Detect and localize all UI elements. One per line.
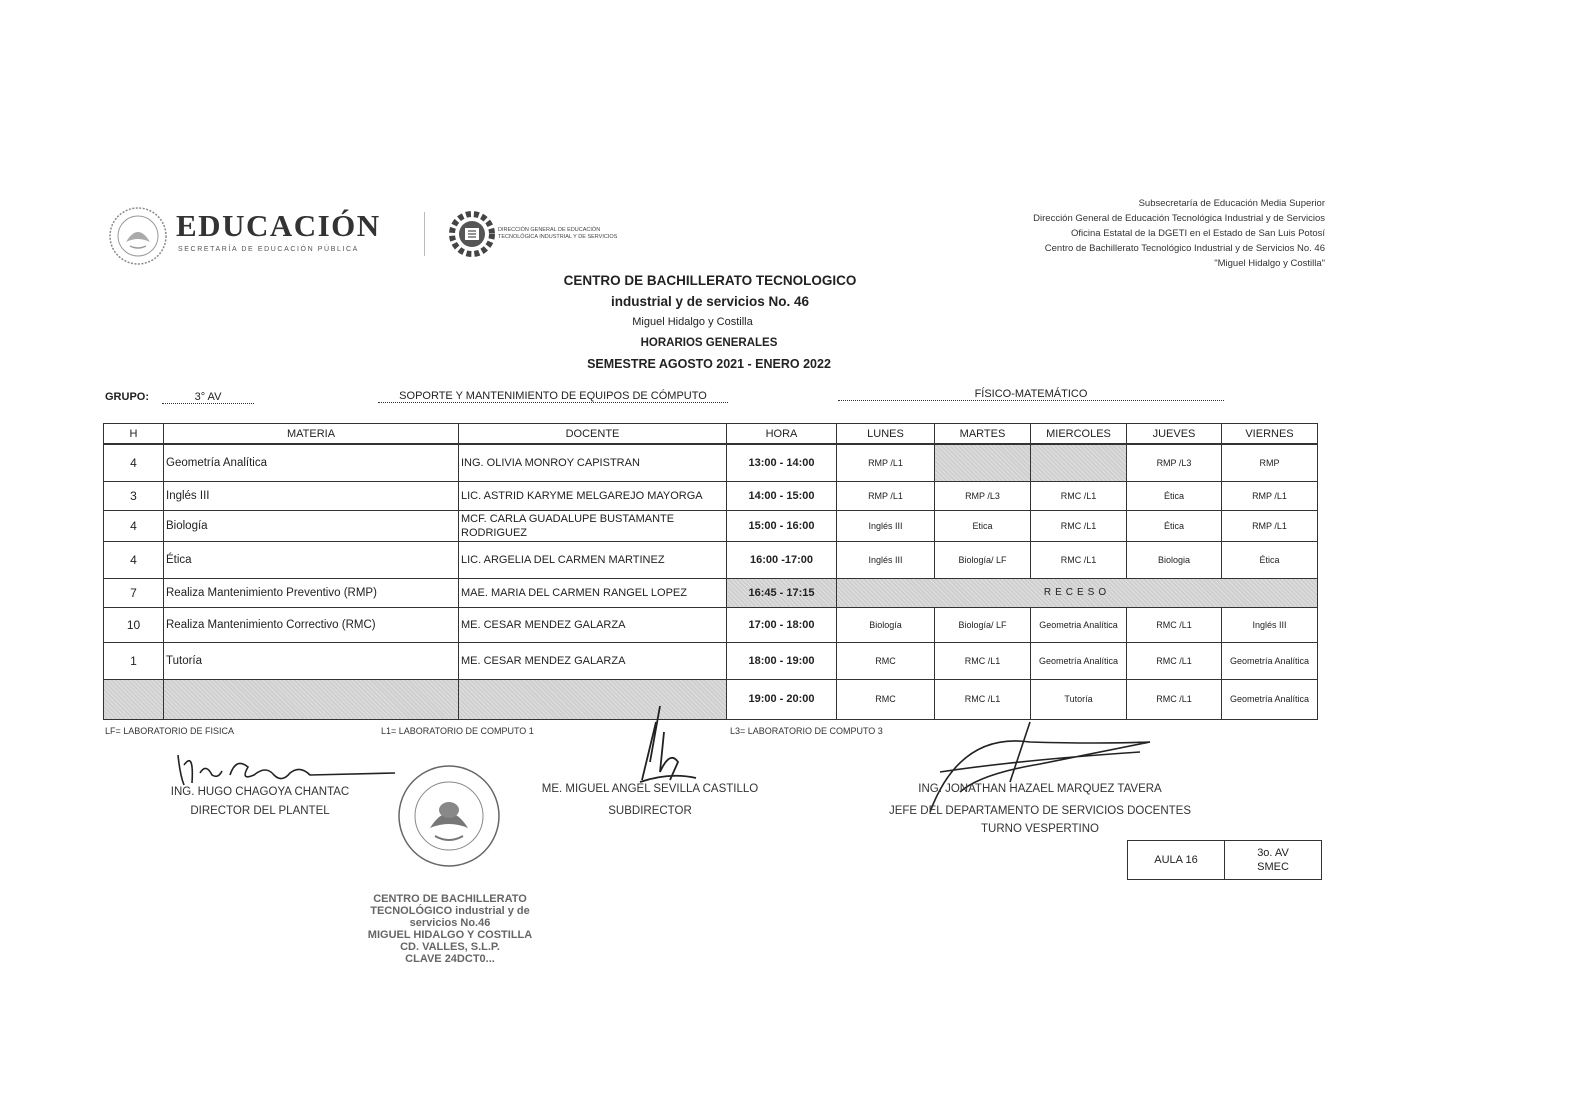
stamp-line: CLAVE 24DCT0... — [405, 953, 495, 965]
day-cell-martes: Biología/ LF — [935, 607, 1031, 642]
day-cell-lunes: RMP /L1 — [837, 444, 935, 481]
day-cell-jueves: Biologia — [1127, 541, 1222, 578]
table-row — [104, 541, 1318, 578]
subject-cell: Inglés III — [164, 481, 459, 510]
institution-header — [1033, 196, 1325, 271]
sep-logo-subtitle: SECRETARÍA DE EDUCACIÓN PÚBLICA — [178, 246, 359, 253]
hours-cell: 4 — [104, 510, 164, 541]
hours-cell: 7 — [104, 578, 164, 607]
stamp-line: MIGUEL HIDALGO Y COSTILLA — [367, 929, 533, 941]
jefe-name: ING. JONATHAN HAZAEL MARQUEZ TAVERA — [918, 783, 1162, 795]
day-cell-viernes: RMP /L1 — [1222, 510, 1318, 541]
hours-cell: 4 — [104, 444, 164, 481]
teacher-cell: MAE. MARIA DEL CARMEN RANGEL LOPEZ — [459, 578, 727, 607]
day-cell-martes — [935, 444, 1031, 481]
legend-lf: LF= LABORATORIO DE FISICA — [105, 726, 234, 736]
jefe-role: JEFE DEL DEPARTAMENTO DE SERVICIOS DOCENTES — [888, 805, 1192, 817]
jefe-shift: TURNO VESPERTINO — [981, 823, 1099, 835]
classroom-group-line: SMEC — [1257, 861, 1289, 873]
column-header: HORA — [727, 424, 837, 445]
table-row — [104, 444, 1318, 481]
group-label: GRUPO: — [105, 391, 149, 403]
time-cell: 14:00 - 15:00 — [727, 481, 837, 510]
day-cell-lunes: RMP /L1 — [837, 481, 935, 510]
subdirector-role: SUBDIRECTOR — [608, 805, 692, 817]
day-cell-viernes: Inglés III — [1222, 607, 1318, 642]
column-header: MIERCOLES — [1031, 424, 1127, 445]
subject-cell — [164, 679, 459, 719]
header-line: Subsecretaría de Educación Media Superior — [1138, 198, 1325, 209]
table-row — [104, 481, 1318, 510]
dgeti-gear-logo — [447, 206, 497, 262]
day-cell-miercoles: RMC /L1 — [1031, 510, 1127, 541]
column-header: MARTES — [935, 424, 1031, 445]
teacher-cell: LIC. ARGELIA DEL CARMEN MARTINEZ — [459, 541, 727, 578]
semester-title: SEMESTRE AGOSTO 2021 - ENERO 2022 — [587, 357, 831, 371]
day-cell-jueves: RMC /L1 — [1127, 642, 1222, 679]
day-cell-viernes: RMP — [1222, 444, 1318, 481]
mexico-seal-logo — [108, 206, 168, 266]
official-seal-stamp — [390, 758, 508, 870]
time-cell: 19:00 - 20:00 — [727, 679, 837, 719]
day-cell-lunes: Inglés III — [837, 510, 935, 541]
subject-cell: Tutoría — [164, 642, 459, 679]
subject-cell: Biología — [164, 510, 459, 541]
teacher-cell: MCF. CARLA GUADALUPE BUSTAMANTE RODRIGUEZ — [459, 510, 727, 541]
teacher-cell: ME. CESAR MENDEZ GALARZA — [459, 642, 727, 679]
recess-cell: RECESO — [837, 578, 1318, 607]
day-cell-martes: RMC /L1 — [935, 679, 1031, 719]
header-line: Oficina Estatal de la DGETI en el Estado de San Luis Potosí — [1071, 228, 1325, 239]
subject-cell: Realiza Mantenimiento Correctivo (RMC) — [164, 607, 459, 642]
teacher-cell: ING. OLIVIA MONROY CAPISTRAN — [459, 444, 727, 481]
logo-divider — [424, 212, 425, 256]
subdirector-name: ME. MIGUEL ANGEL SEVILLA CASTILLO — [541, 783, 759, 795]
stamp-line: servicios No.46 — [409, 917, 491, 929]
day-cell-miercoles: RMC /L1 — [1031, 541, 1127, 578]
school-name: Miguel Hidalgo y Costilla — [632, 316, 753, 328]
subdirector-signature — [620, 702, 700, 790]
area-name: FÍSICO-MATEMÁTICO — [838, 388, 1224, 401]
day-cell-jueves: RMC /L1 — [1127, 607, 1222, 642]
day-cell-miercoles — [1031, 444, 1127, 481]
column-header: JUEVES — [1127, 424, 1222, 445]
day-cell-miercoles: Geometria Analítica — [1031, 607, 1127, 642]
stamp-line: TECNOLÓGICO industrial y de — [370, 905, 530, 917]
classroom-group-line: 3o. AV — [1257, 847, 1289, 859]
day-cell-miercoles: Geometría Analítica — [1031, 642, 1127, 679]
column-header: LUNES — [837, 424, 935, 445]
day-cell-lunes: Inglés III — [837, 541, 935, 578]
school-stamp — [350, 893, 550, 965]
header-line: Centro de Bachillerato Tecnológico Industrial y de Servicios No. 46 — [1044, 243, 1325, 254]
day-cell-martes: RMC /L1 — [935, 642, 1031, 679]
subject-cell: Realiza Mantenimiento Preventivo (RMP) — [164, 578, 459, 607]
day-cell-lunes: Biología — [837, 607, 935, 642]
group-value: 3° AV — [162, 391, 254, 404]
legend-l1: L1= LABORATORIO DE COMPUTO 1 — [381, 726, 534, 736]
column-header: H — [104, 424, 164, 445]
stamp-line: CENTRO DE BACHILLERATO — [373, 893, 527, 905]
header-line: "Miguel Hidalgo y Costilla" — [1214, 258, 1325, 269]
schedule-table — [103, 423, 1318, 720]
stamp-line: CD. VALLES, S.L.P. — [400, 941, 500, 953]
classroom-box — [1127, 840, 1322, 880]
legend-l3: L3= LABORATORIO DE COMPUTO 3 — [730, 726, 883, 736]
day-cell-martes: Biología/ LF — [935, 541, 1031, 578]
day-cell-jueves: RMP /L3 — [1127, 444, 1222, 481]
director-role: DIRECTOR DEL PLANTEL — [190, 805, 330, 817]
day-cell-jueves: RMC /L1 — [1127, 679, 1222, 719]
day-cell-viernes: Geometría Analítica — [1222, 642, 1318, 679]
table-row — [104, 578, 1318, 607]
document-title: HORARIOS GENERALES — [640, 337, 778, 349]
day-cell-martes: RMP /L3 — [935, 481, 1031, 510]
educacion-logo-text: EDUCACIÓN — [176, 208, 381, 243]
day-cell-lunes: RMC — [837, 679, 935, 719]
subject-cell: Geometría Analítica — [164, 444, 459, 481]
day-cell-viernes: RMP /L1 — [1222, 481, 1318, 510]
time-cell: 17:00 - 18:00 — [727, 607, 837, 642]
teacher-cell: ME. CESAR MENDEZ GALARZA — [459, 607, 727, 642]
table-row — [104, 607, 1318, 642]
hours-cell: 3 — [104, 481, 164, 510]
day-cell-viernes: Ética — [1222, 541, 1318, 578]
day-cell-lunes: RMC — [837, 642, 935, 679]
teacher-cell: LIC. ASTRID KARYME MELGAREJO MAYORGA — [459, 481, 727, 510]
column-header: MATERIA — [164, 424, 459, 445]
classroom-group — [1225, 841, 1322, 880]
table-row — [104, 642, 1318, 679]
classroom-number: AULA 16 — [1128, 841, 1225, 880]
table-header-row — [104, 424, 1318, 445]
subject-cell: Ética — [164, 541, 459, 578]
dgeti-logo-text: DIRECCIÓN GENERAL DE EDUCACIÓN TECNOLÓGICA INDUSTRIAL Y DE SERVICIOS — [498, 227, 618, 240]
hours-cell: 4 — [104, 541, 164, 578]
school-title: CENTRO DE BACHILLERATO TECNOLOGICO — [563, 273, 857, 288]
time-cell: 15:00 - 16:00 — [727, 510, 837, 541]
time-cell: 18:00 - 19:00 — [727, 642, 837, 679]
day-cell-miercoles: RMC /L1 — [1031, 481, 1127, 510]
day-cell-martes: Etica — [935, 510, 1031, 541]
hours-cell — [104, 679, 164, 719]
career-name: SOPORTE Y MANTENIMIENTO DE EQUIPOS DE CÓMPUTO — [378, 390, 728, 403]
header-line: Dirección General de Educación Tecnológica Industrial y de Servicios — [1033, 213, 1325, 224]
day-cell-viernes: Geometría Analítica — [1222, 679, 1318, 719]
day-cell-jueves: Ética — [1127, 481, 1222, 510]
hours-cell: 1 — [104, 642, 164, 679]
table-row — [104, 510, 1318, 541]
time-cell: 16:00 -17:00 — [727, 541, 837, 578]
day-cell-jueves: Ética — [1127, 510, 1222, 541]
time-cell: 13:00 - 14:00 — [727, 444, 837, 481]
column-header: VIERNES — [1222, 424, 1318, 445]
school-subtitle: industrial y de servicios No. 46 — [610, 294, 810, 309]
hours-cell: 10 — [104, 607, 164, 642]
column-header: DOCENTE — [459, 424, 727, 445]
time-cell: 16:45 - 17:15 — [727, 578, 837, 607]
director-name: ING. HUGO CHAGOYA CHANTAC — [170, 786, 350, 798]
day-cell-miercoles: Tutoría — [1031, 679, 1127, 719]
